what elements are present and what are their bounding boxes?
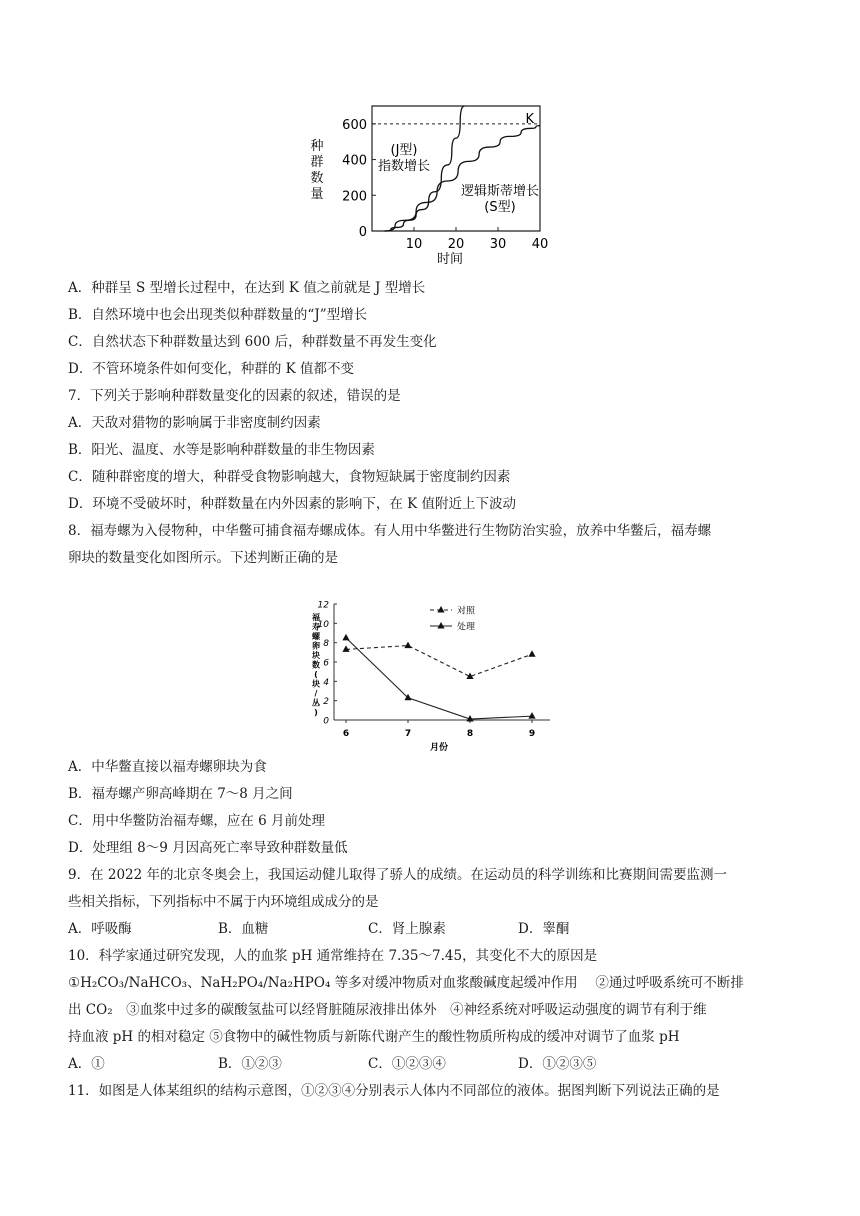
q8-option-a: A．中华鳖直接以福寿螺卵块为食	[68, 759, 267, 775]
q7-option-a: A．天敌对猎物的影响属于非密度制约因素	[68, 415, 321, 431]
q6-option-d: D．不管环境条件如何变化，种群的 K 值都不变	[68, 361, 354, 377]
chart2-x-tick-label: 9	[528, 729, 536, 739]
chart2-control-line	[346, 646, 532, 677]
chart1-x-tick-label: 10	[405, 237, 423, 252]
chart1-s-curve	[385, 126, 540, 231]
chart2-y-axis-label-char: )	[314, 708, 318, 717]
chart2-x-axis-label: 月份	[429, 743, 449, 753]
q11-stem: 11．如图是人体某组织的结构示意图，①②③④分别表示人体内不同部位的液体。据图判断下列说法正确的是	[68, 1083, 720, 1099]
q9-option-a: A．呼吸酶	[68, 921, 132, 937]
chart2-treatment-point	[528, 712, 535, 719]
q9-stem-line1: 9．在 2022 年的北京冬奥会上，我国运动健儿取得了骄人的成绩。在运动员的科学训练和比赛期间需要监测一	[68, 867, 728, 883]
chart2-control-point	[404, 642, 411, 649]
chart2-y-axis-label-char: 螺	[312, 632, 320, 641]
q7-option-d: D．环境不受破坏时，种群数量在内外因素的影响下，在 K 值附近上下波动	[68, 496, 516, 512]
chart1-k-label: K	[525, 111, 534, 127]
q8-option-c: C．用中华鳖防治福寿螺，应在 6 月前处理	[68, 813, 326, 829]
q9-option-c: C．肾上腺素	[368, 921, 446, 937]
q10-option-c: C．①②③④	[368, 1056, 446, 1072]
chart2-y-axis-label-char: 块	[312, 679, 320, 689]
q8-option-b: B．福寿螺产卵高峰期在 7～8 月之间	[68, 786, 293, 802]
chart1-y-axis-label-char: 群	[310, 155, 324, 170]
chart1-y-tick-label: 200	[342, 189, 367, 205]
chart2-treatment-point	[342, 634, 349, 641]
chart1-y-tick-label: 400	[342, 153, 367, 169]
chart1-j-label-line1: (J型)	[390, 143, 418, 158]
chart2-y-axis-label-char: /	[314, 689, 318, 698]
chart2-legend-control-label: 对照	[457, 606, 476, 617]
q7-option-b: B．阳光、温度、水等是影响种群数量的非生物因素	[68, 442, 375, 458]
q10-option-d: D．①②③⑤	[518, 1056, 597, 1072]
q10-stem: 10．科学家通过研究发现，人的血浆 pH 通常维持在 7.35～7.45，其变化不大的原因是	[68, 948, 598, 964]
chart2-control-point	[528, 650, 535, 657]
chart2-y-tick-label: 4	[323, 677, 329, 688]
chart1-y-axis-label-char: 数	[310, 171, 324, 186]
chart2-treatment-line	[346, 638, 532, 719]
chart1-y-tick-label: 0	[358, 225, 367, 240]
chart2-y-axis-label-char: 福	[312, 613, 320, 622]
chart2-y-axis-label-char: (	[314, 670, 318, 679]
chart1-j-label-line2: 指数增长	[377, 159, 431, 174]
chart2-control-point	[342, 645, 349, 652]
chart2-y-tick-label: 2	[323, 697, 329, 708]
population-growth-chart	[300, 100, 560, 270]
q9-option-b: B．血糖	[218, 921, 269, 937]
q10-statement-line2: 出 CO₂ ③血浆中过多的碳酸氢盐可以经肾脏随尿液排出体外 ④神经系统对呼吸运动强度的调节有利于维	[68, 1002, 707, 1018]
chart2-x-tick-label: 6	[342, 729, 350, 739]
q10-option-a: A．①	[68, 1056, 105, 1072]
chart2-y-tick-label: 12	[317, 600, 329, 611]
q10-option-b: B．①②③	[218, 1056, 282, 1072]
q6-option-a: A．种群呈 S 型增长过程中，在达到 K 值之前就是 J 型增长	[68, 280, 426, 296]
chart1-y-tick-label: 600	[342, 117, 367, 133]
chart1-x-tick-label: 30	[489, 237, 507, 252]
chart1-x-tick-label: 40	[531, 237, 549, 252]
chart2-y-axis-label-char: 卵	[312, 641, 320, 651]
chart1-s-label-line2: (S型)	[484, 200, 516, 215]
q9-stem-line2: 些相关指标，下列指标中不属于内环境组成成分的是	[68, 894, 379, 910]
chart2-y-tick-label: 6	[323, 658, 329, 669]
snail-egg-chart	[308, 592, 558, 753]
chart2-y-tick-label: 0	[323, 716, 329, 727]
q6-option-b: B．自然环境中也会出现类似种群数量的“J”型增长	[68, 307, 368, 323]
chart2-y-tick-label: 8	[323, 639, 329, 650]
chart2-x-tick-label: 8	[466, 729, 474, 739]
q8-stem-line2: 卵块的数量变化如图所示。下述判断正确的是	[68, 550, 338, 566]
q8-stem-line1: 8．福寿螺为入侵物种，中华鳖可捕食福寿螺成体。有人用中华鳖进行生物防治实验，放养中华鳖后，福寿螺	[68, 523, 712, 539]
chart2-y-axis-label-char: 寿	[312, 622, 320, 632]
q9-option-d: D．睾酮	[518, 921, 570, 937]
chart2-y-axis-label-char: 丛	[312, 698, 320, 708]
chart2-x-tick-label: 7	[404, 729, 412, 739]
q10-statement-line1: ①H₂CO₃/NaHCO₃、NaH₂PO₄/Na₂HPO₄ 等多对缓冲物质对血浆酸碱度起缓冲作用 ②通过呼吸系统可不断排	[68, 975, 744, 991]
chart2-y-axis-label-char: 块	[312, 651, 320, 660]
chart1-x-tick-label: 20	[447, 237, 465, 252]
chart2-legend-treatment-marker	[437, 622, 444, 629]
q8-option-d: D．处理组 8～9 月因高死亡率导致种群数量低	[68, 840, 348, 856]
q6-option-c: C．自然状态下种群数量达到 600 后，种群数量不再发生变化	[68, 334, 437, 350]
chart2-legend-control-marker	[437, 606, 444, 613]
q10-statement-line3: 持血液 pH 的相对稳定 ⑤食物中的碱性物质与新陈代谢产生的酸性物质所构成的缓冲对调节了血浆 pH	[68, 1029, 680, 1045]
chart2-y-tick-label: 10	[317, 619, 329, 630]
chart2-legend-treatment-label: 处理	[457, 622, 476, 633]
chart1-y-axis-label-char: 量	[310, 187, 324, 202]
chart1-y-axis-label-char: 种	[310, 139, 324, 154]
chart1-x-axis-label: 时间	[436, 252, 464, 267]
q7-option-c: C．随种群密度的增大，种群受食物影响越大，食物短缺属于密度制约因素	[68, 469, 511, 485]
chart1-s-label-line1: 逻辑斯蒂增长	[460, 184, 540, 199]
chart2-y-axis-label-char: 数	[312, 660, 320, 670]
q7-stem: 7．下列关于影响种群数量变化的因素的叙述，错误的是	[68, 388, 401, 404]
